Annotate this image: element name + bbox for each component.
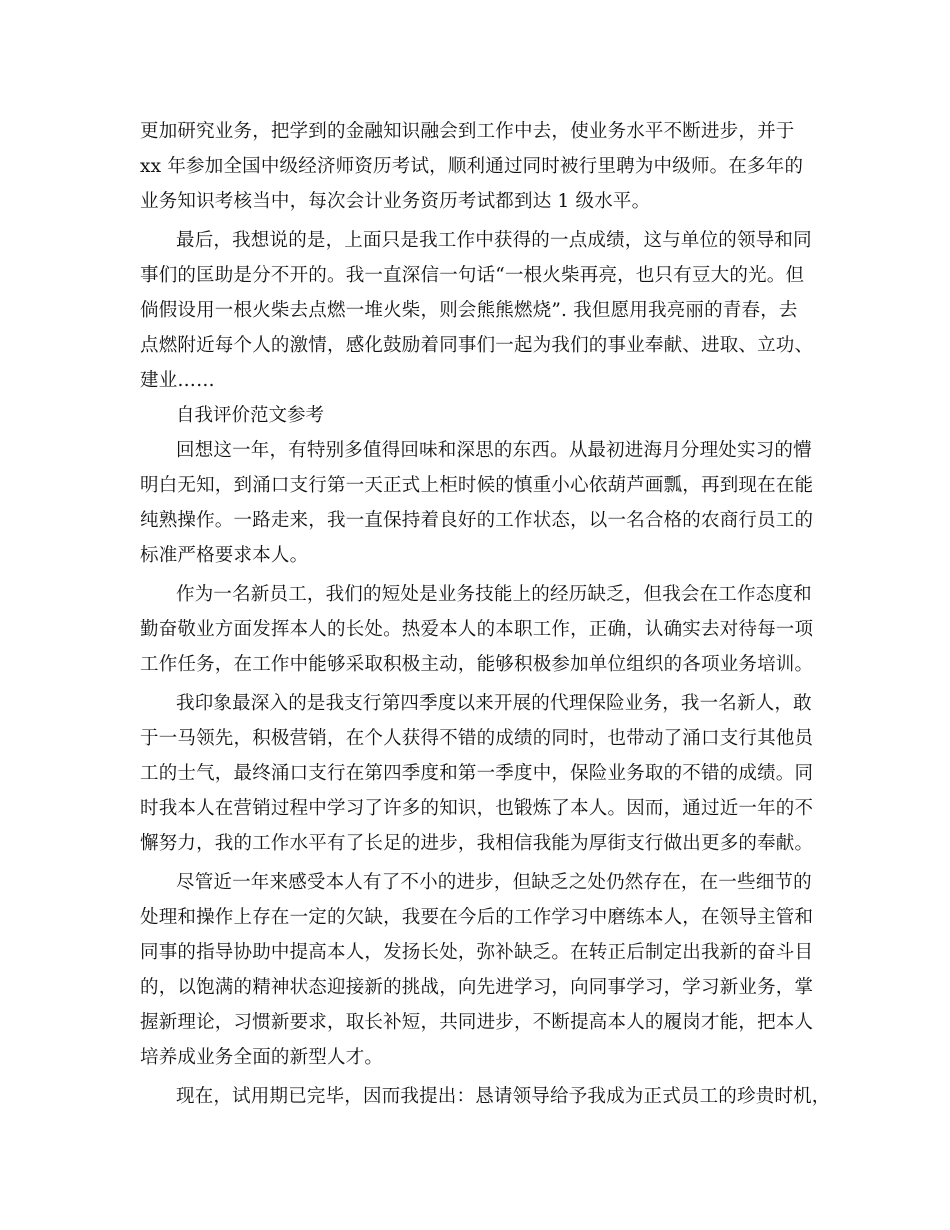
text-line: 工的士气，最终涌口支行在第四季度和第一季度中，保险业务取的不错的成绩。同 (140, 763, 814, 784)
text-line: 勤奋敬业方面发挥本人的长处。热爱本人的本职工作，正确，认确实去对待每一项 (140, 619, 814, 640)
text-line: 培养成业务全面的新型人才。 (140, 1047, 384, 1068)
text-line: 时我本人在营销过程中学习了许多的知识，也锻炼了本人。因而，通过近一年的不 (140, 798, 814, 819)
text-line: 处理和操作上存在一定的欠缺，我要在今后的工作学习中磨练本人，在领导主管和 (140, 907, 814, 928)
text-line: 建业…… (140, 370, 215, 391)
text-line: 尽管近一年来感受本人有了不小的进步，但缺乏之处仍然存在，在一些细节的 (176, 872, 812, 893)
text-line: xx 年参加全国中级经济师资历考试，顺利通过同时被行里聘为中级师。在多年的 (140, 156, 804, 177)
text-line: 作为一名新员工，我们的短处是业务技能上的经历缺乏，但我会在工作态度和 (176, 584, 812, 605)
text-line: 业务知识考核当中，每次会计业务资历考试都到达 1 级水平。 (140, 191, 651, 212)
text-line: 更加研究业务，把学到的金融知识融会到工作中去，使业务水平不断进步，并于 (140, 121, 795, 142)
section-title: 自我评价范文参考 (176, 405, 325, 426)
text-line: 倘假设用一根火柴去点燃一堆火柴，则会熊熊燃烧”. 我但愿用我亮丽的青春，去 (140, 300, 798, 321)
text-line: 纯熟操作。一路走来，我一直保持着良好的工作状态，以一名合格的农商行员工的 (140, 510, 814, 531)
text-line: 工作任务，在工作中能够采取积极主动，能够积极参加单位组织的各项业务培训。 (140, 654, 814, 675)
text-line: 回想这一年，有特别多值得回味和深思的东西。从最初进海月分理处实习的懵 (176, 440, 812, 461)
text-line: 最后，我想说的是，上面只是我工作中获得的一点成绩，这与单位的领导和同 (176, 230, 812, 251)
text-line: 事们的匡助是分不开的。我一直深信一句话“一根火柴再亮，也只有豆大的光。但 (140, 265, 805, 286)
text-line: 同事的指导协助中提高本人，发扬长处，弥补缺乏。在转正后制定出我新的奋斗目 (140, 942, 814, 963)
text-line: 于一马领先，积极营销，在个人获得不错的成绩的同时，也带动了涌口支行其他员 (140, 728, 814, 749)
text-line: 的，以饱满的精神状态迎接新的挑战，向先进学习，向同事学习，学习新业务，掌 (140, 977, 814, 998)
text-line: 明白无知，到涌口支行第一天正式上柜时候的慎重小心依葫芦画瓢，再到现在在能 (140, 475, 814, 496)
text-line: 握新理论，习惯新要求，取长补短，共同进步，不断提高本人的履岗才能，把本人 (140, 1012, 814, 1033)
text-line: 标准严格要求本人。 (140, 545, 309, 566)
text-line: 点燃附近每个人的激情，感化鼓励着同事们一起为我们的事业奉献、进取、立功、 (140, 335, 814, 356)
text-line: 懈努力，我的工作水平有了长足的进步，我相信我能为厚街支行做出更多的奉献。 (140, 833, 814, 854)
text-line: 现在，试用期已完毕，因而我提出：恳请领导给予我成为正式员工的珍贵时机， (176, 1086, 831, 1107)
text-line: 我印象最深入的是我支行第四季度以来开展的代理保险业务，我一名新人，敢 (176, 693, 812, 714)
